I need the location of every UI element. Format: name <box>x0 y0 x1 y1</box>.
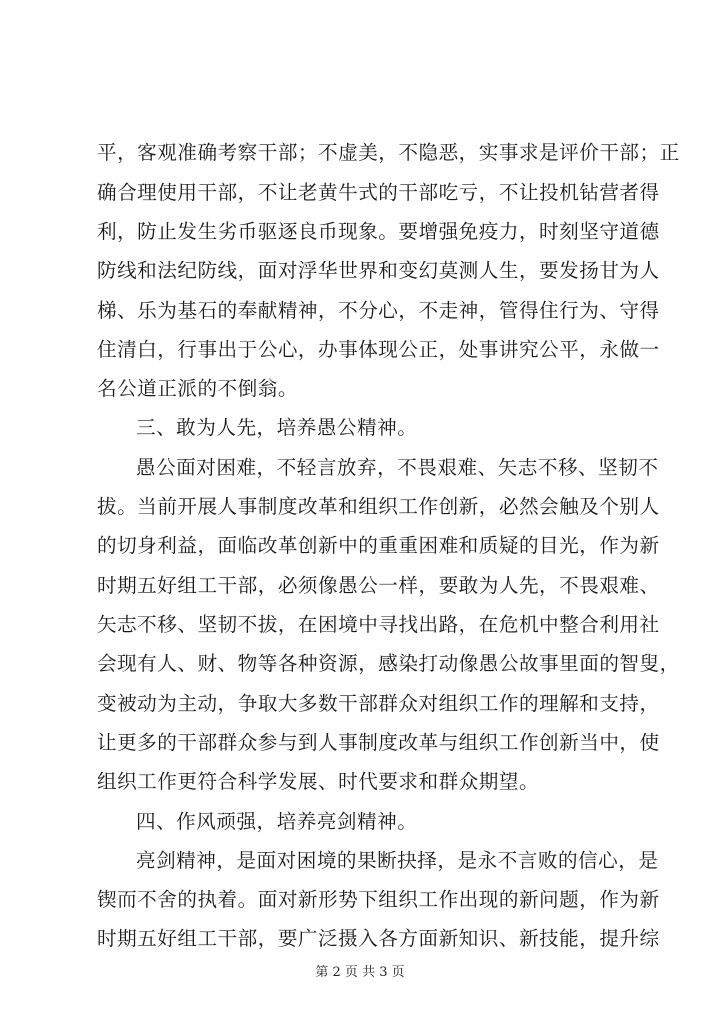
page-number-footer: 第 2 页 共 3 页 <box>315 965 405 980</box>
paragraph-start-line: 愚公面对困难，不轻言放弃，不畏艰难、矢志不移、坚韧不 <box>136 456 659 479</box>
body-text-line: 矢志不移、坚韧不拔，在困境中寻找出路，在危机中整合利用社 <box>97 613 660 636</box>
body-text-line: 时期五好组工干部，要广泛摄入各方面新知识、新技能，提升综 <box>97 927 660 950</box>
body-text-line: 防线和法纪防线，面对浮华世界和变幻莫测人生，要发扬甘为人 <box>97 259 660 282</box>
section-heading: 四、作风顽强，培养亮剑精神。 <box>136 810 418 833</box>
body-text-line: 确合理使用干部，不让老黄牛式的干部吃亏，不让投机钻营者得 <box>97 181 660 204</box>
body-text-line: 会现有人、财、物等各种资源，感染打动像愚公故事里面的智叟， <box>97 652 680 675</box>
body-text-line: 利，防止发生劣币驱逐良币现象。要增强免疫力，时刻坚守道德 <box>97 220 660 243</box>
body-text-line: 锲而不舍的执着。面对新形势下组织工作出现的新问题，作为新 <box>97 888 660 911</box>
body-text-line: 的切身利益，面临改革创新中的重重困难和质疑的目光，作为新 <box>97 534 660 557</box>
body-text-line: 时期五好组工干部，必须像愚公一样，要敢为人先，不畏艰难、 <box>97 574 660 597</box>
body-text-line: 变被动为主动，争取大多数干部群众对组织工作的理解和支持， <box>97 692 660 715</box>
paragraph-start-line: 亮剑精神，是面对困境的果断抉择，是永不言败的信心，是 <box>136 849 659 872</box>
body-text-line: 住清白，行事出于公心，办事体现公正，处事讲究公平，永做一 <box>97 338 660 361</box>
body-text-line: 拔。当前开展人事制度改革和组织工作创新，必然会触及个别人 <box>97 495 660 518</box>
body-text-line: 让更多的干部群众参与到人事制度改革与组织工作创新当中，使 <box>97 731 660 754</box>
section-heading: 三、敢为人先，培养愚公精神。 <box>136 416 418 439</box>
body-text-line: 平，客观准确考察干部；不虚美，不隐恶，实事求是评价干部；正 <box>97 141 680 164</box>
body-text-line: 组织工作更符合科学发展、时代要求和群众期望。 <box>97 770 540 793</box>
body-text-line: 名公道正派的不倒翁。 <box>97 377 298 400</box>
body-text-line: 梯、乐为基石的奉献精神，不分心，不走神，管得住行为、守得 <box>97 299 660 322</box>
